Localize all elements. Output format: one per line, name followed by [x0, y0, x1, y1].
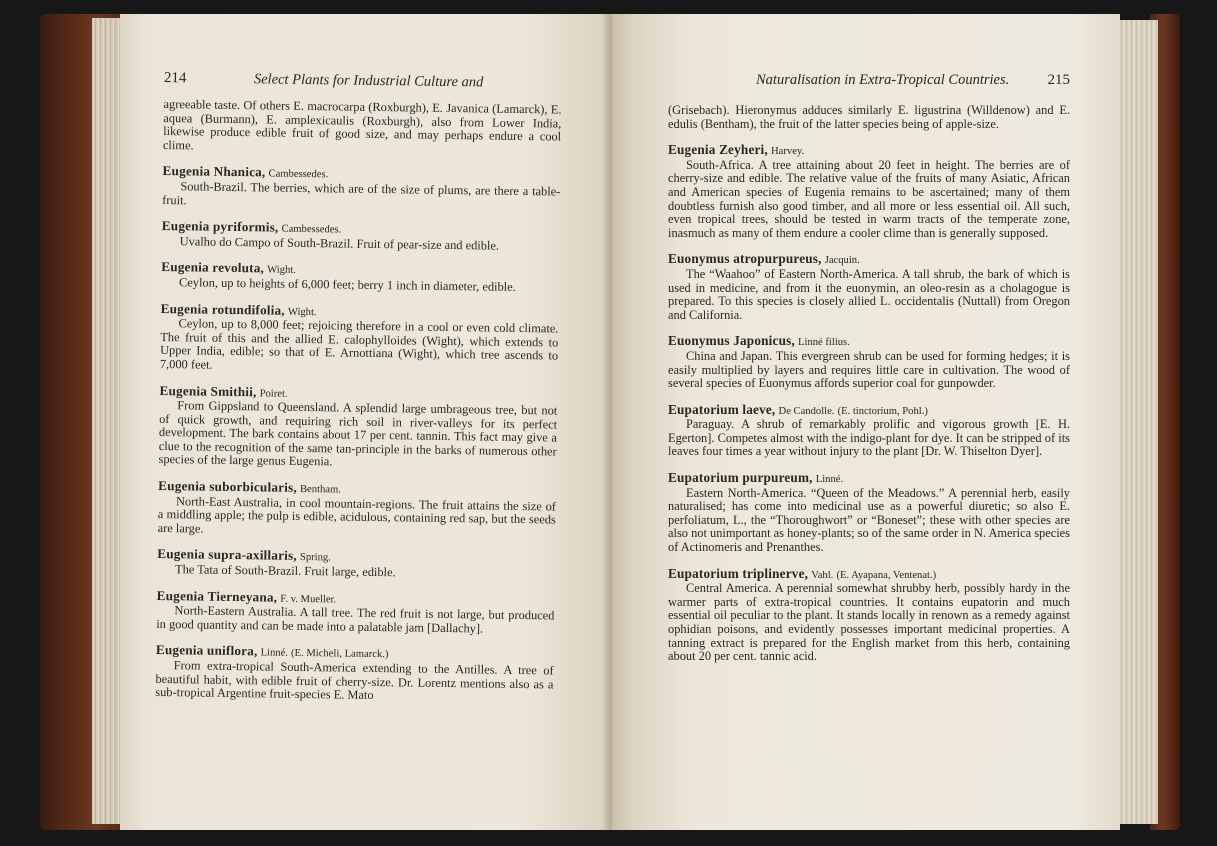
species-name: Eugenia revoluta, — [161, 259, 265, 276]
species-name: Eupatorium laeve, — [668, 401, 776, 417]
species-name: Eugenia Nhanica, — [162, 163, 266, 180]
entry-heading — [668, 252, 1070, 268]
entry-description: North-East Australia, in cool mountain-regions. The fruit attains the size of a middling apple; the pulp is edible, acidulous, containing red sap, but the seeds are large. — [157, 493, 557, 536]
running-title: Select Plants for Industrial Culture and — [253, 71, 484, 91]
entry-heading — [668, 567, 1070, 583]
entry-description: From Gippsland to Queensland. A splendid large umbrageous tree, but not of quick growth, and requiring rich soil in river-valleys for its perfect development. The bark contains about 17 per cent. tannin. This fact may give a clue to the recognition of the same tan-principle in the barks of numerous other species of the large genus Eugenia. — [158, 398, 558, 469]
species-author: Harvey. — [771, 146, 805, 158]
entry-description: South-Africa. A tree attaining about 20 feet in height. The berries are of cherry-size and edible. The relative value of the fruits of many Asiatic, African and American species of Eugenia remains to be ascertained; many of them doubtless furnish also good timber, and all more or less essential oil. All such, even tropical trees, should be tested in warm tracts of the temperate zone, inasmuch as many of them endure a cooler clime than is generally supposed. — [668, 157, 1070, 240]
species-name: Eugenia rotundifolia, — [160, 300, 285, 318]
entry-description: South-Brazil. The berries, which are of the size of plums, are there a table-fruit. — [162, 179, 561, 207]
species-name: Eugenia Tierneyana, — [156, 587, 278, 605]
continuation-paragraph: agreeable taste. Of others E. macrocarpa (Roxburgh), E. Javanica (Lamarck), E. aquea (Burmann), E. amplexicaulis (Roxburgh), also from Lower India, likewise produce edible fruit of good size, and may perhaps endure a cool clime. — [162, 96, 562, 153]
species-author: Jacquin. — [824, 255, 860, 267]
species-author: Poiret. — [259, 387, 288, 400]
entry-heading — [668, 471, 1070, 487]
plant-entry — [668, 143, 1070, 240]
entry-description: Ceylon, up to 8,000 feet; rejoicing therefore in a cool or even cold climate. The fruit of this and the allied E. calophylloides (Wight), which extends to Upper India, edible; so that of E. Arnottiana (Wight), which tree ascends to 7,000 feet. — [159, 316, 559, 372]
plant-entry — [668, 567, 1070, 664]
entry-heading — [668, 334, 1070, 350]
entry-description: North-Eastern Australia. A tall tree. The red fruit is not large, but produced in good quantity and can be made into a palatable jam [Dallachy]. — [156, 603, 555, 636]
entry-heading — [668, 403, 1070, 419]
species-synonym: (E. Micheli, Lamarck.) — [290, 648, 389, 661]
page-edges-right — [1118, 20, 1158, 824]
plant-entry — [157, 547, 555, 582]
species-author: Cambessedes. — [281, 223, 342, 236]
page-number: 214 — [163, 70, 187, 87]
plant-entry — [158, 479, 557, 541]
plant-entry — [160, 302, 559, 378]
entry-description: China and Japan. This evergreen shrub can be used for forming hedges; it is easily multiplied by layers and requires little care in cultivation. The wood of several species of Euonymus affords superior coal for gunpowder. — [668, 348, 1070, 391]
left-running-head — [164, 72, 562, 100]
plant-entry — [668, 403, 1070, 459]
entry-description: Central America. A perennial somewhat shrubby herb, possibly hardy in the warmer parts of extra-tropical countries. It contains eupatorin and much essential oil peculiar to the plant. It stands locally in renown as a remedy against ophidian poisons, and evidently possesses important medicinal properties. A tanning extract is prepared for the English market from this herb, containing about 20 per cent. tannic acid. — [668, 581, 1070, 664]
entry-description: Paraguay. A shrub of remarkably prolific and vigorous growth [E. H. Egerton]. Competes almost with the indigo-plant for dye. It can be stripped of its leaves four times a year without injury to the plant [Dr. W. Thiselton Dyer]. — [668, 417, 1070, 459]
species-author: Vahl. — [811, 569, 834, 581]
plant-entry — [161, 260, 559, 295]
plant-entry — [668, 252, 1070, 322]
running-title: Naturalisation in Extra-Tropical Countries. — [756, 72, 1010, 88]
entry-description: Ceylon, up to heights of 6,000 feet; berry 1 inch in diameter, edible. — [178, 275, 516, 294]
entry-description: Uvalho do Campo of South-Brazil. Fruit of pear-size and edible. — [179, 233, 500, 253]
species-name: Eupatorium purpureum, — [668, 470, 813, 486]
species-author: Wight. — [287, 306, 317, 318]
page-number: 215 — [1047, 72, 1070, 88]
species-author: F. v. Mueller. — [280, 593, 337, 606]
right-page — [612, 14, 1120, 830]
species-name: Euonymus atropurpureus, — [668, 251, 822, 267]
species-name: Eugenia Smithii, — [159, 382, 257, 399]
species-name: Eugenia supra-axillaris, — [157, 546, 297, 564]
plant-entry — [155, 643, 554, 705]
plant-entry — [162, 219, 560, 254]
plant-entry — [668, 334, 1070, 390]
plant-entry — [156, 589, 555, 637]
species-author: Wight. — [267, 264, 296, 277]
right-running-head — [668, 72, 1070, 94]
plant-entry — [162, 164, 561, 212]
plant-entry — [668, 471, 1070, 555]
left-page — [120, 14, 620, 830]
species-synonym: (E. Ayapana, Ventenat.) — [836, 569, 937, 581]
species-name: Euonymus Japonicus, — [668, 333, 795, 349]
species-author: Linné. — [260, 647, 289, 660]
species-name: Eupatorium triplinerve, — [668, 565, 809, 581]
entry-description: The Tata of South-Brazil. Fruit large, edible. — [174, 562, 396, 580]
species-name: Eugenia uniflora, — [155, 642, 258, 659]
species-author: Bentham. — [299, 484, 341, 496]
species-author: Linné filius. — [798, 337, 850, 349]
entry-list — [155, 164, 560, 705]
entry-heading — [668, 143, 1070, 159]
species-author: De Candolle. — [778, 405, 835, 417]
right-page-text — [668, 104, 1070, 676]
entry-description: From extra-tropical South-America extending to the Antilles. A tree of beautiful habit, with edible fruit of cherry-size. Dr. Lorentz mentions also as a sub-tropical Argentine fruit-species E. Mato — [155, 658, 554, 703]
species-name: Eugenia suborbicularis, — [158, 478, 298, 495]
continuation-paragraph: (Grisebach). Hieronymus adduces similarly E. ligustrina (Willdenow) and E. edulis (Bentham), the fruit of the latter species being of apple-size. — [668, 103, 1070, 131]
species-author: Linné. — [815, 474, 844, 486]
species-name: Eugenia pyriformis, — [161, 218, 279, 235]
species-name: Eugenia Zeyheri, — [668, 142, 768, 158]
entry-description: Eastern North-America. “Queen of the Meadows.” A perennial herb, easily naturalised; has come into medicinal use as a powerful diuretic; so also E. perfoliatum, L., the “Thoroughwort” or “Boneset”; these with other species are also not unimportant as honey-plants; so of the same order in N. America species of Actinomeris and Prenanthes. — [668, 485, 1070, 555]
plant-entry — [158, 383, 557, 472]
entry-list — [668, 143, 1070, 664]
species-synonym: (E. tinctorium, Pohl.) — [837, 405, 928, 417]
species-author: Spring. — [299, 552, 331, 564]
species-author: Cambessedes. — [268, 168, 329, 181]
entry-description: The “Waahoo” of Eastern North-America. A tall shrub, the bark of which is used in medicine, and from it the euonymin, an oleo-resin as a cholagogue is prepared. To this species is closely allied L. occidentalis (Nuttall) from Oregon and California. — [668, 266, 1070, 322]
left-page-text — [155, 72, 562, 717]
